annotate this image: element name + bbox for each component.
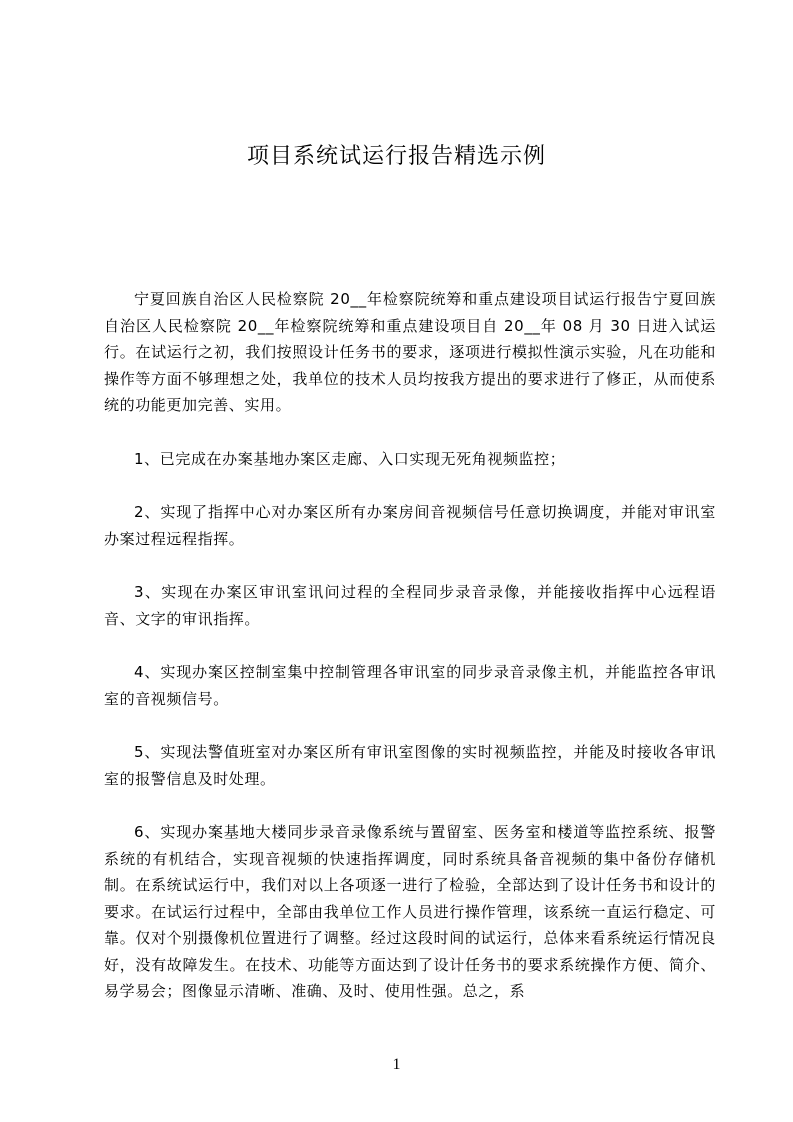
list-item-2: 2、实现了指挥中心对办案区所有办案房间音视频信号任意切换调度，并能对审讯室办案过程远程指挥。 [104, 503, 716, 548]
list-item-5: 5、实现法警值班室对办案区所有审讯室图像的实时视频监控，并能及时接收各审讯室的报警信息及时处理。 [104, 743, 716, 788]
page-number: 1 [392, 1056, 401, 1073]
document-title: 项目系统试运行报告精选示例 [246, 144, 546, 169]
list-item-3: 3、实现在办案区审讯室讯问过程的全程同步录音录像，并能接收指挥中心远程语音、文字的审讯指挥。 [104, 583, 716, 628]
intro-paragraph: 宁夏回族自治区人民检察院 20__年检察院统筹和重点建设项目试运行报告宁夏回族自治区人民检察院 20__年检察院统筹和重点建设项目自 20__年 08 月 30 日进入试运行。在试运行之初，我们按照设计任务书的要求，逐项进行模拟性演示实验，凡在功能和操作等方面不够理想之处，我单位的技术人员均按我方提出的要求进行了修正，从而使系统的功能更加完善、实用。 [104, 290, 716, 414]
list-item-4: 4、实现办案区控制室集中控制管理各审讯室的同步录音录像主机，并能监控各审讯室的音视频信号。 [104, 663, 716, 708]
list-item-6: 6、实现办案基地大楼同步录音录像系统与置留室、医务室和楼道等监控系统、报警系统的有机结合，实现音视频的快速指挥调度，同时系统具备音视频的集中备份存储机制。在系统试运行中，我们对以上各项逐一进行了检验，全部达到了设计任务书和设计的要求。在试运行过程中，全部由我单位工作人员进行操作管理，该系统一直运行稳定、可靠。仅对个别摄像机位置进行了调整。经过这段时间的试运行，总体来看系统运行情况良好，没有故障发生。在技术、功能等方面达到了设计任务书的要求系统操作方便、简介、易学易会；图像显示清晰、准确、及时、使用性强。总之，系 [104, 823, 716, 1000]
document-body [104, 286, 716, 1005]
list-item-1: 1、已完成在办案基地办案区走廊、入口实现无死角视频监控； [134, 449, 566, 468]
